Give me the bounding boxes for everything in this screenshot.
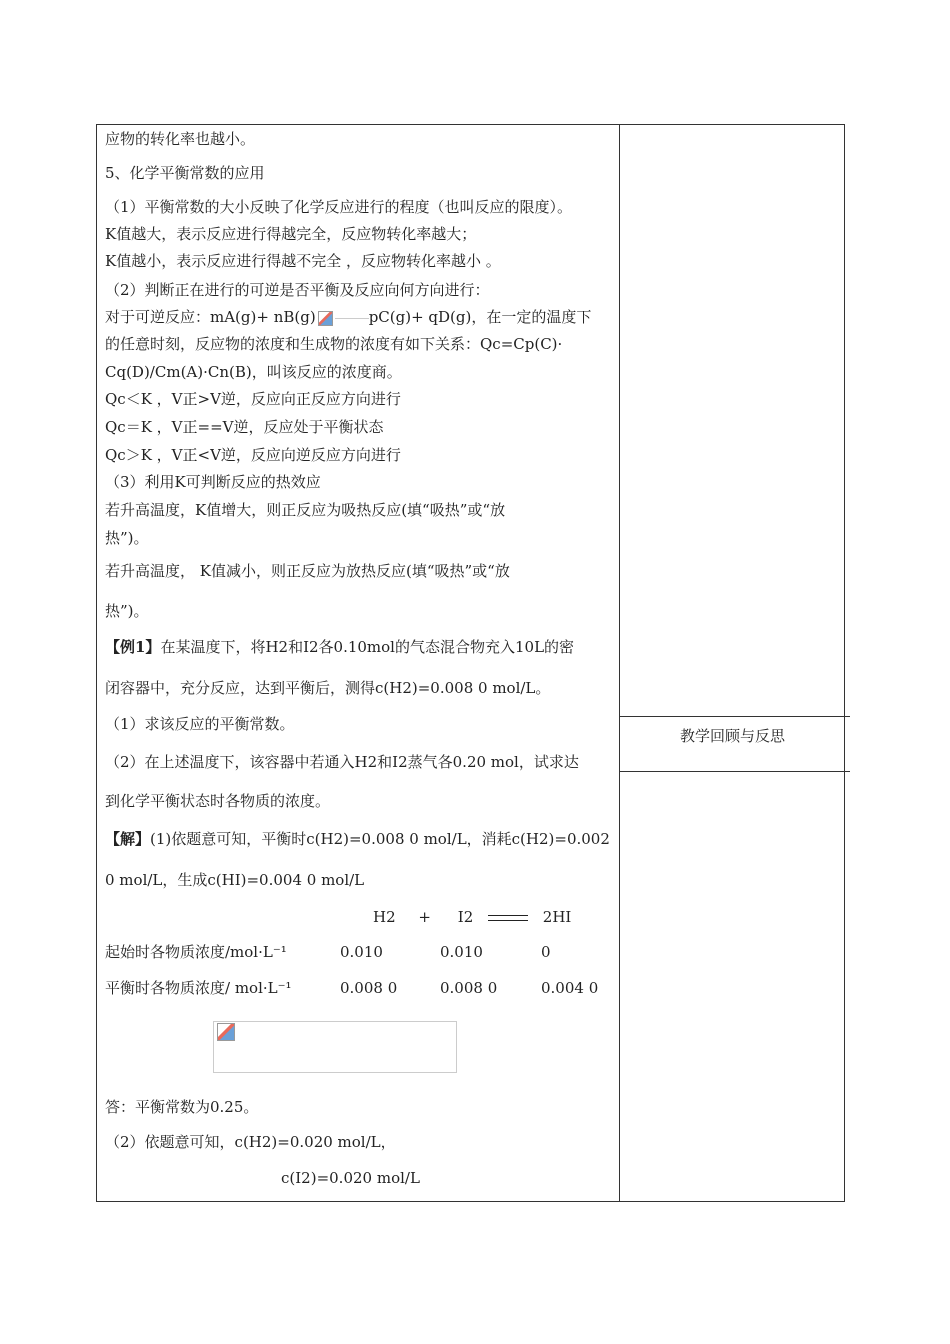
compare-line: Qc＝K ，V正==V逆，反应处于平衡状态 — [105, 418, 384, 436]
text-line: 到化学平衡状态时各物质的浓度。 — [105, 792, 331, 810]
lesson-table — [96, 124, 845, 1202]
answer-line: 答：平衡常数为0.25。 — [105, 1098, 259, 1116]
broken-image-icon — [217, 1023, 235, 1041]
equation-line — [373, 907, 571, 927]
compare-line: Qc＜K ，V正>V逆，反应向正反应方向进行 — [105, 390, 401, 408]
equilibrium-hi: 0.004 0 — [541, 979, 599, 997]
text-line: （2）依题意可知，c(H2)=0.020 mol/L， — [105, 1133, 396, 1151]
text-line: Cq(D)/Cm(A)·Cn(B)，叫该反应的浓度商。 — [105, 363, 402, 381]
reaction-line — [105, 307, 591, 327]
reaction-before: 对于可逆反应：mA(g)+ nB(g) — [105, 308, 316, 326]
text-line: 应物的转化率也越小。 — [105, 130, 256, 148]
eq-plus: + — [418, 908, 431, 926]
equation-image-placeholder — [213, 1021, 457, 1073]
initial-i2: 0.010 — [440, 943, 483, 961]
example-label: 【例1】 — [105, 638, 161, 656]
eq-i2: I2 — [457, 908, 474, 926]
example-line — [105, 637, 574, 657]
reaction-after: pC(g)+ qD(g)，在一定的温度下 — [368, 308, 592, 326]
column-divider — [619, 125, 620, 1201]
equilibrium-i2: 0.008 0 — [440, 979, 498, 997]
side-header-reflection: 教学回顾与反思 — [679, 727, 785, 745]
text-line: 的任意时刻，反应物的浓度和生成物的浓度有如下关系：Qc=Cp(C)· — [105, 335, 563, 353]
text-line: 0 mol/L，生成c(HI)=0.004 0 mol/L — [105, 871, 365, 889]
question-line: （2）在上述温度下，该容器中若通入H2和I2蒸气各0.20 mol，试求达 — [105, 753, 579, 771]
side-header-bottom-border — [619, 771, 850, 772]
eq-hi: 2HI — [542, 908, 572, 926]
initial-h2: 0.010 — [340, 943, 383, 961]
example-text: 在某温度下，将H2和I2各0.10mol的气态混合物充入10L的密 — [160, 638, 575, 656]
equilibrium-h2: 0.008 0 — [340, 979, 398, 997]
question-line: （1）求该反应的平衡常数。 — [105, 715, 295, 733]
text-line: 热”)。 — [105, 529, 149, 547]
solution-label: 【解】 — [105, 830, 151, 848]
equilibrium-conc-row — [105, 978, 292, 998]
solution-text: (1)依题意可知，平衡时c(H2)=0.008 0 mol/L，消耗c(H2)=0.002 — [150, 830, 610, 848]
section-heading: 5、化学平衡常数的应用 — [105, 164, 265, 182]
text-line: K值越大，表示反应进行得越完全，反应物转化率越大； — [105, 225, 477, 243]
row-label: 平衡时各物质浓度/ mol·L⁻¹ — [105, 979, 292, 997]
text-line: （2）判断正在进行的可逆是否平衡及反应向何方向进行： — [105, 281, 490, 299]
text-line: 若升高温度， K值减小，则正反应为放热反应(填“吸热”或“放 — [105, 562, 510, 580]
compare-line: Qc＞K ，V正<V逆，反应向逆反应方向进行 — [105, 446, 401, 464]
row-label: 起始时各物质浓度/mol·L⁻¹ — [105, 943, 287, 961]
text-line: c(I2)=0.020 mol/L — [281, 1169, 420, 1187]
initial-conc-row — [105, 942, 287, 962]
missing-image-frame — [335, 318, 369, 319]
eq-h2: H2 — [373, 908, 396, 926]
text-line: K值越小，表示反应进行得越不完全 ，反应物转化率越小 。 — [105, 252, 501, 270]
initial-hi: 0 — [541, 943, 551, 961]
text-line: （1）平衡常数的大小反映了化学反应进行的程度（也叫反应的限度）。 — [105, 198, 573, 216]
reversible-arrow-icon — [488, 912, 528, 924]
text-line: 若升高温度，K值增大，则正反应为吸热反应(填“吸热”或“放 — [105, 501, 506, 519]
text-line: 闭容器中，充分反应，达到平衡后，测得c(H2)=0.008 0 mol/L。 — [105, 679, 551, 697]
solution-line — [105, 829, 610, 849]
text-line: 热”)。 — [105, 602, 149, 620]
text-line: （3）利用K可判断反应的热效应 — [105, 473, 321, 491]
equilibrium-arrow-icon — [318, 311, 333, 326]
